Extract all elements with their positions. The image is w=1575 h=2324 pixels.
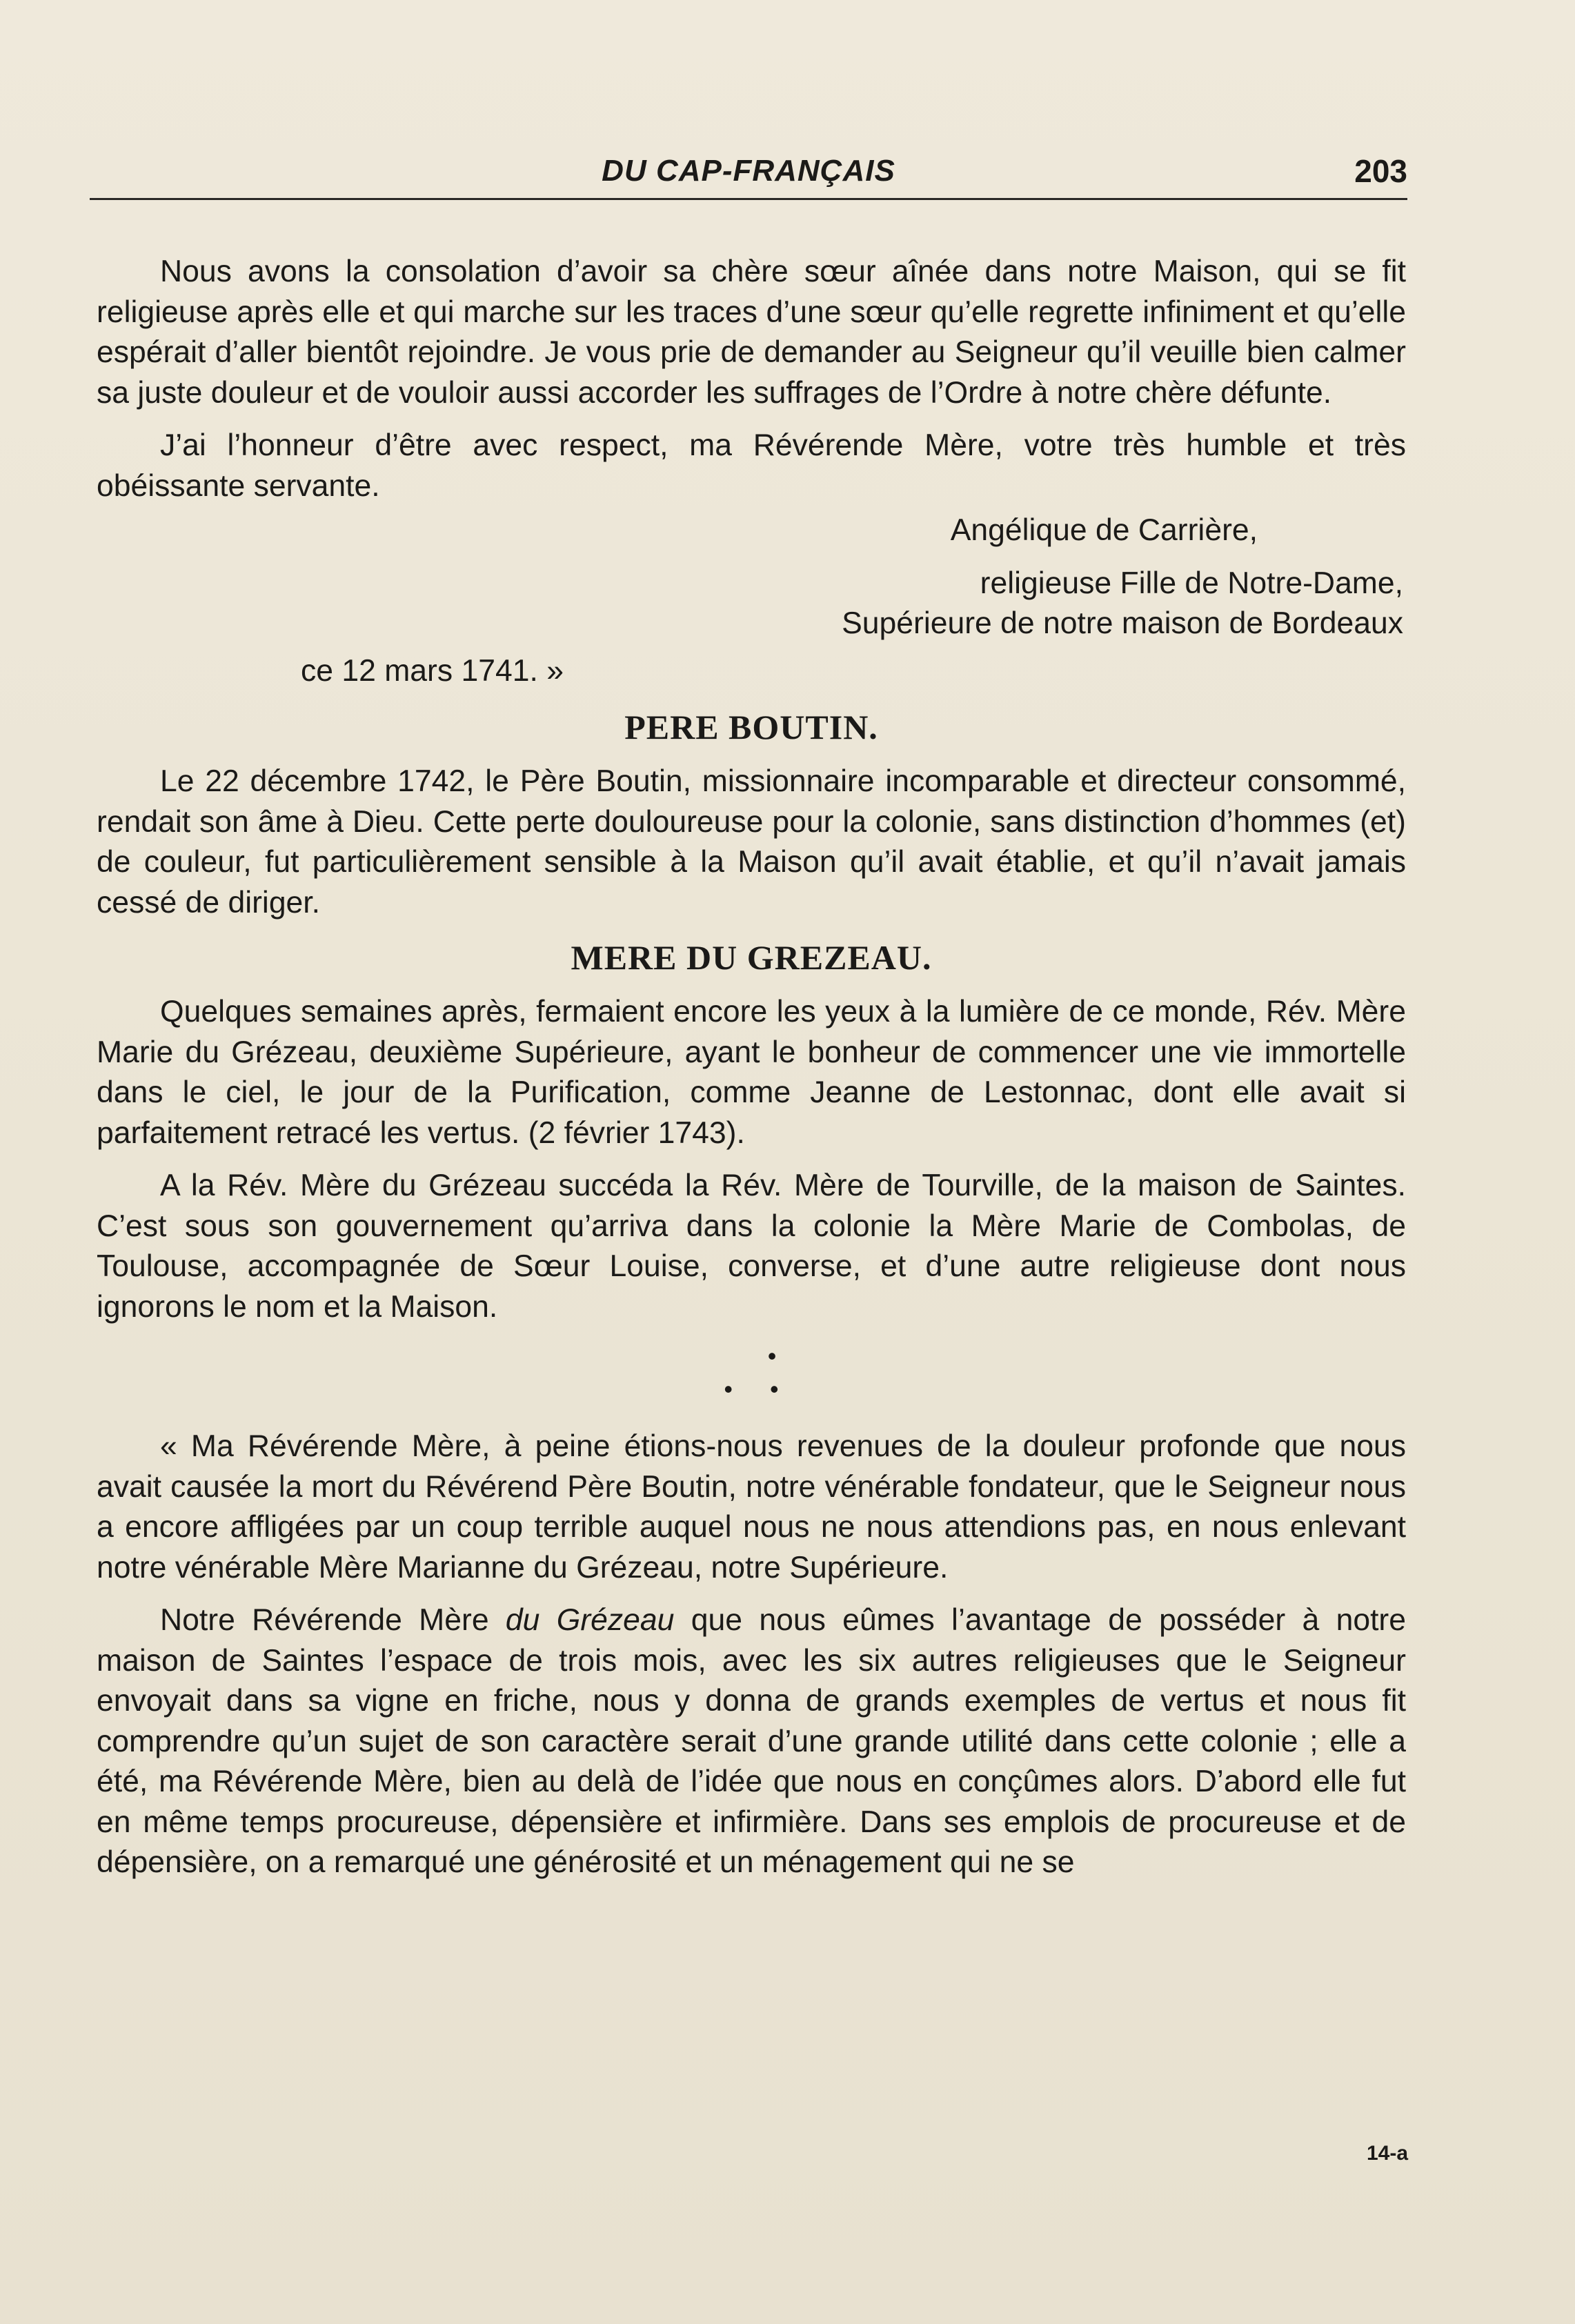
paragraph-7-italic: du Grézeau bbox=[505, 1603, 675, 1637]
signature-mark: 14-a bbox=[1366, 2142, 1408, 2165]
heading-pere-boutin: PERE BOUTIN. bbox=[624, 708, 878, 746]
paragraph-6: « Ma Révérende Mère, à peine étions-nous revenues de la douleur profonde que nous avait causée la mort du Révérend Père Boutin, notre vénérable fondateur, que le Seigneur nous a encore affligées par un coup terrible auquel nous ne nous attendions pas, en nous enlevant notre vénérable Mère Marianne du Grézeau, notre Supérieure. bbox=[97, 1429, 1406, 1585]
section-dinkus bbox=[97, 1340, 1406, 1406]
signature-house: Supérieure de notre maison de Bordeaux bbox=[842, 606, 1403, 640]
dinkus-dot-right: • bbox=[770, 1375, 779, 1403]
signature-title: religieuse Fille de Notre-Dame, bbox=[980, 566, 1403, 600]
body-text bbox=[97, 252, 1406, 1896]
paragraph-4: Quelques semaines après, fermaient encore les yeux à la lumière de ce monde, Rév. Mère Marie du Grézeau, deuxième Supérieure, ayant le bonheur de commencer une vie immortelle dans le ciel, le jour de la Purification, comme Jeanne de Lestonnac, dont elle avait si parfaitement retracé les vertus. (2 février 1743). bbox=[97, 995, 1406, 1150]
paragraph-7-rest: que nous eûmes l’avantage de posséder à notre maison de Saintes l’espace de trois mois, avec les six autres religieuses que le Seigneur envoyait dans sa vigne en friche, nous y donna de grands exemples de vertus et nous fit comprendre qu’un sujet de son caractère serait d’une grande utilité dans cette colonie ; elle a été, ma Révérende Mère, bien au delà de l’idée que nous en conçûmes alors. D’abord elle fut en même temps procureuse, dépensière et infirmière. Dans ses emplois de procureuse et de dépensière, on a remarqué une générosité et un ménagement qui ne se bbox=[97, 1603, 1406, 1879]
running-title: DU CAP-FRANÇAIS bbox=[602, 154, 895, 188]
dinkus-dot-top: • bbox=[767, 1342, 777, 1370]
paragraph-3: Le 22 décembre 1742, le Père Boutin, missionnaire incomparable et directeur consommé, rendait son âme à Dieu. Cette perte douloureuse pour la colonie, sans distinction d’hommes (et) de couleur, fut particulièrement sensible à la Maison qu’il avait établie, et qu’il n’avait jamais cessé de diriger. bbox=[97, 764, 1406, 920]
signature-name: Angélique de Carrière, bbox=[950, 513, 1258, 547]
page-number: 203 bbox=[1354, 153, 1407, 189]
paragraph-7-start: Notre Révérende Mère bbox=[160, 1603, 506, 1637]
paragraph-7 bbox=[97, 1600, 1406, 1883]
dinkus-row bbox=[97, 1373, 1406, 1406]
header-rule bbox=[90, 198, 1407, 200]
heading-mere-du-grezeau: MERE DU GREZEAU. bbox=[571, 938, 932, 977]
dinkus-dot-left: • bbox=[724, 1375, 733, 1403]
letter-date: ce 12 mars 1741. » bbox=[301, 653, 564, 688]
paragraph-2: J’ai l’honneur d’être avec respect, ma Révérende Mère, votre très humble et très obéissante servante. bbox=[97, 428, 1406, 503]
paragraph-5: A la Rév. Mère du Grézeau succéda la Rév. Mère de Tourville, de la maison de Saintes. C’est sous son gouvernement qu’arriva dans la colonie la Mère Marie de Combolas, de Toulouse, accompagnée de Sœur Louise, converse, et d’une autre religieuse dont nous ignorons le nom et la Maison. bbox=[97, 1169, 1406, 1324]
page-header bbox=[90, 148, 1407, 197]
paragraph-1: Nous avons la consolation d’avoir sa chère sœur aînée dans notre Maison, qui se fit religieuse après elle et qui marche sur les traces d’une sœur qu’elle regrette infiniment et qu’elle espérait d’aller bientôt rejoindre. Je vous prie de demander au Seigneur qu’il veuille bien calmer sa juste douleur et de vouloir aussi accorder les suffrages de l’Ordre à notre chère défunte. bbox=[97, 255, 1406, 410]
